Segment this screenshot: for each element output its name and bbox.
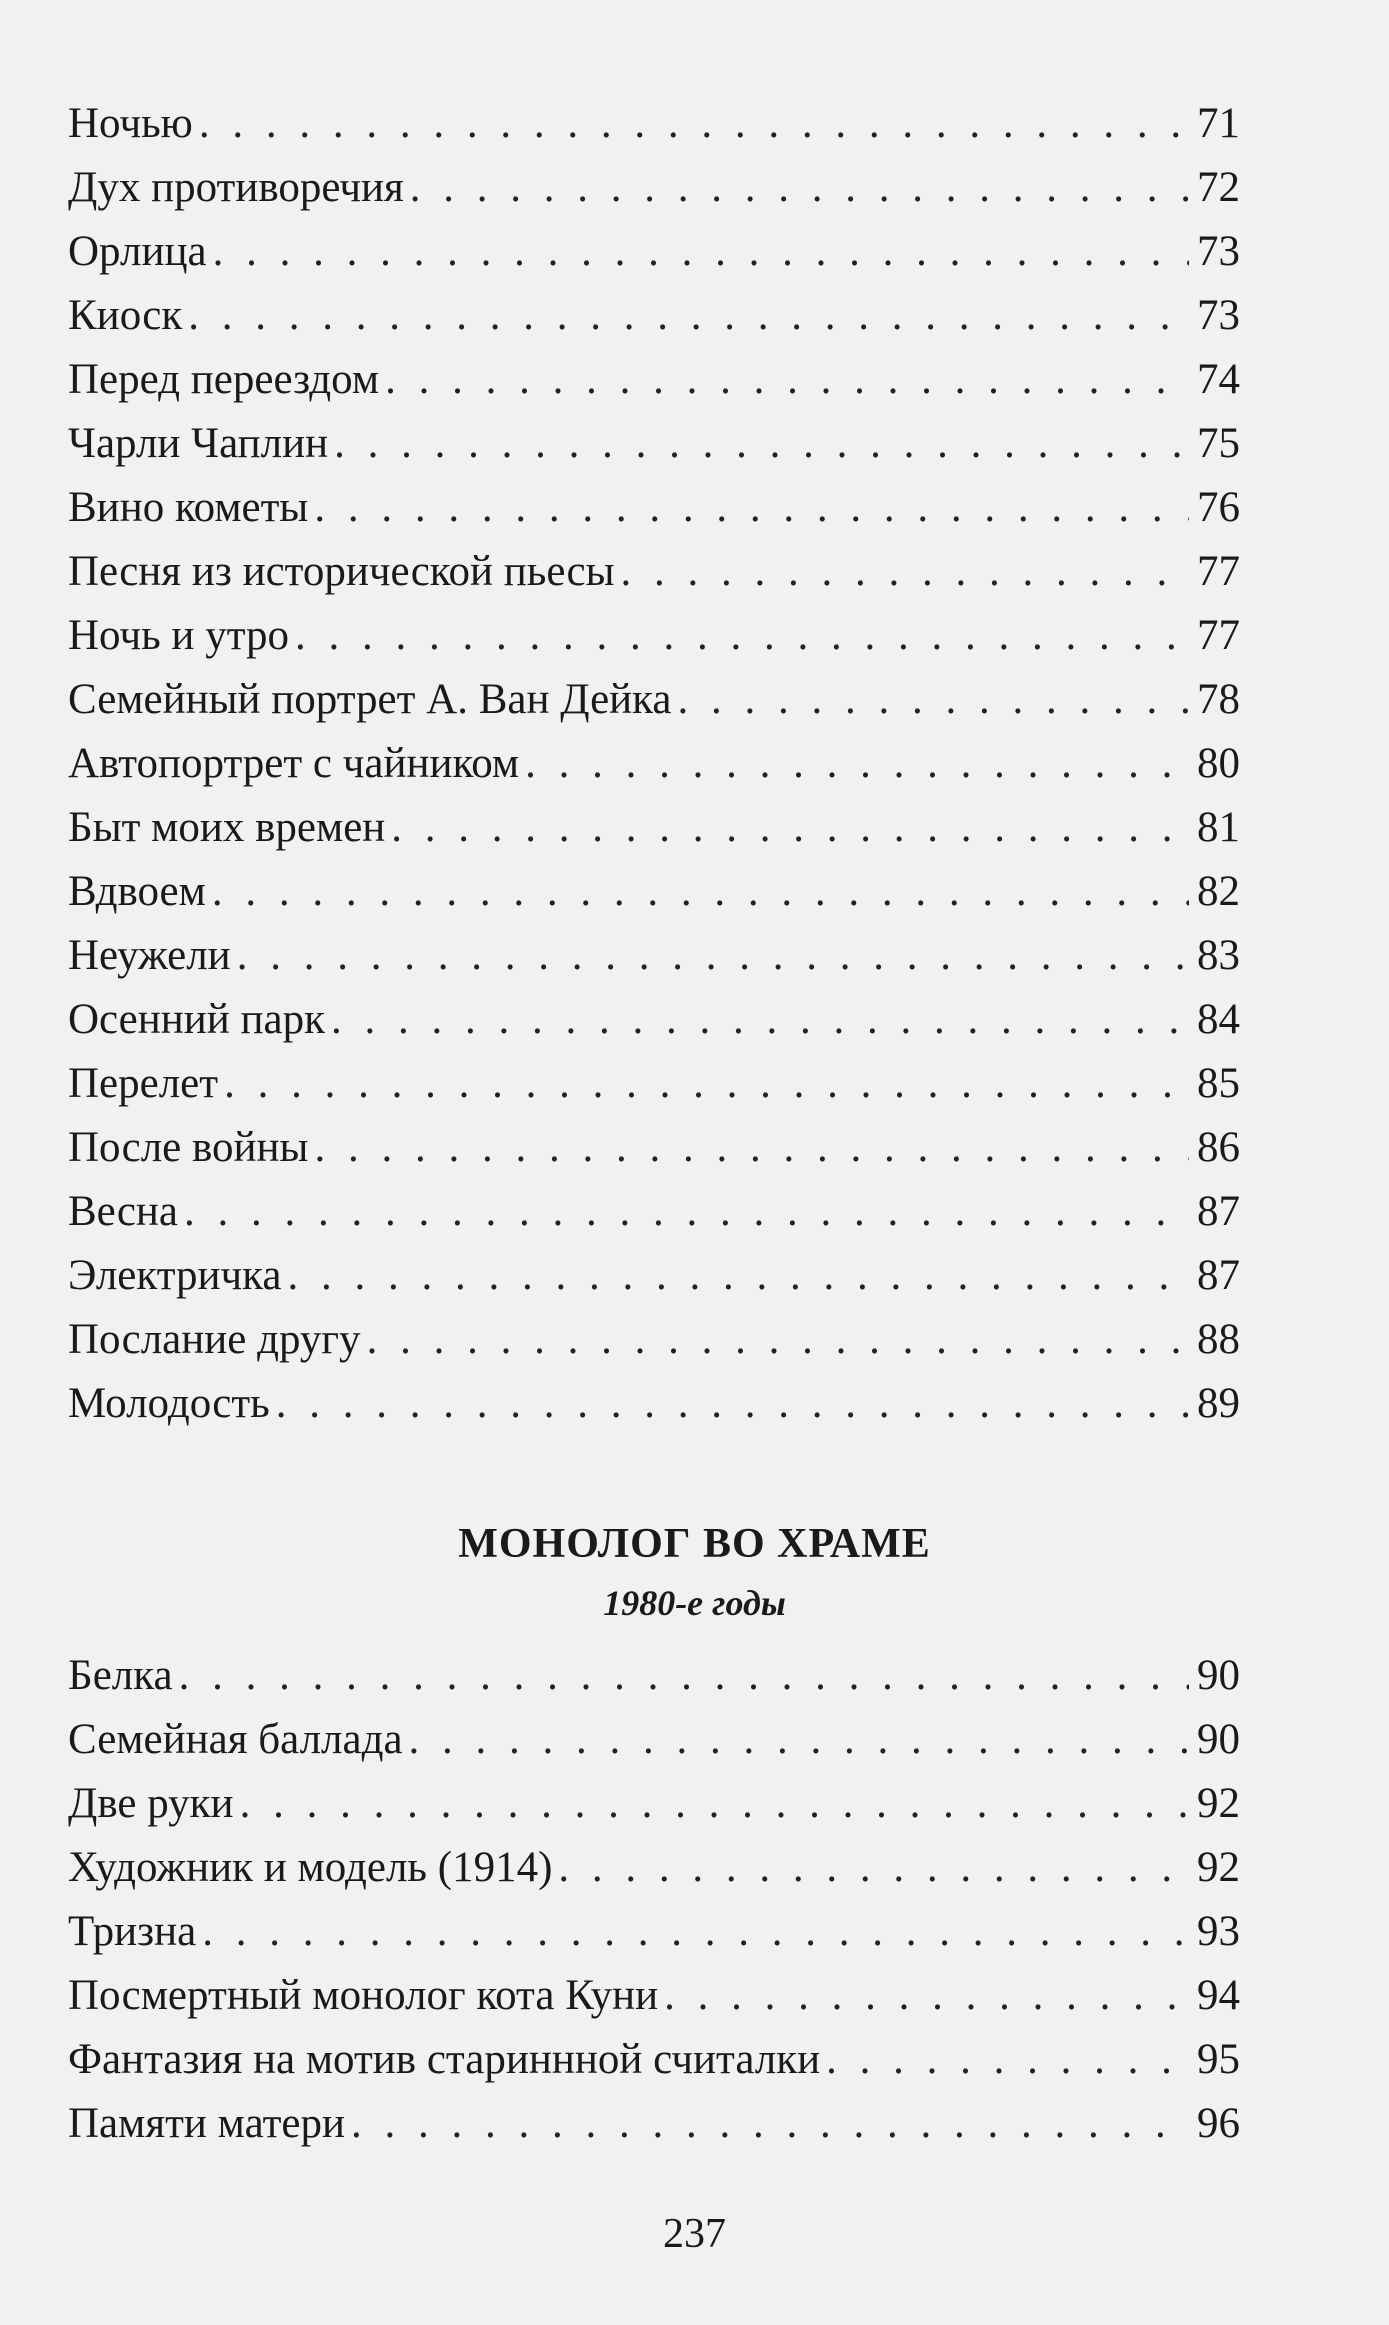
toc-dot-leader bbox=[621, 540, 1189, 604]
toc-entry-title: Художник и модель (1914) bbox=[68, 1844, 553, 1891]
toc-entry bbox=[68, 1308, 1240, 1372]
toc-entry-title: После войны bbox=[68, 1124, 309, 1171]
toc-entry-page: 76 bbox=[1197, 484, 1240, 531]
toc-entry bbox=[68, 1900, 1240, 1964]
toc-entry-page: 73 bbox=[1197, 228, 1240, 275]
toc-entry-page: 81 bbox=[1197, 804, 1240, 851]
toc-entry bbox=[68, 732, 1240, 796]
toc-entry-page: 87 bbox=[1197, 1252, 1240, 1299]
toc-dot-leader bbox=[295, 604, 1189, 668]
toc-entry bbox=[68, 1116, 1240, 1180]
toc-entry-title: Две руки bbox=[68, 1780, 234, 1827]
toc-entry bbox=[68, 604, 1240, 668]
toc-entry-page: 85 bbox=[1197, 1060, 1240, 1107]
toc-entry-title: Памяти матери bbox=[68, 2100, 345, 2147]
toc-entry-title: Посмертный монолог кота Куни bbox=[68, 1972, 659, 2019]
toc-entry-page: 84 bbox=[1197, 996, 1240, 1043]
toc-entry-title: Осенний парк bbox=[68, 996, 326, 1043]
toc-dot-leader bbox=[409, 1708, 1189, 1772]
toc-dot-leader bbox=[558, 1836, 1189, 1900]
toc-dot-leader bbox=[410, 156, 1189, 220]
toc-entry bbox=[68, 476, 1240, 540]
toc-entry-page: 89 bbox=[1197, 1380, 1240, 1427]
toc-entry bbox=[68, 2092, 1240, 2156]
toc-entry-title: Чарли Чаплин bbox=[68, 420, 329, 467]
page-number: 237 bbox=[663, 2211, 726, 2257]
toc-entry-title: Электричка bbox=[68, 1252, 282, 1299]
toc-entry-page: 93 bbox=[1197, 1908, 1240, 1955]
toc-entry-page: 94 bbox=[1197, 1972, 1240, 2019]
toc-entry bbox=[68, 1052, 1240, 1116]
toc-dot-leader bbox=[213, 220, 1189, 284]
toc-entry-page: 71 bbox=[1197, 100, 1240, 147]
toc-entry-title: Тризна bbox=[68, 1908, 197, 1955]
toc-entry bbox=[68, 540, 1240, 604]
toc-dot-leader bbox=[385, 348, 1189, 412]
toc-entry-page: 92 bbox=[1197, 1844, 1240, 1891]
toc-entry-title: Быт моих времен bbox=[68, 804, 386, 851]
toc-entry-title: Перед переездом bbox=[68, 356, 380, 403]
toc-entry bbox=[68, 1372, 1240, 1436]
toc-entry bbox=[68, 1836, 1240, 1900]
toc-dot-leader bbox=[664, 1964, 1189, 2028]
toc-entry bbox=[68, 284, 1240, 348]
toc-entry bbox=[68, 1644, 1240, 1708]
toc-entry bbox=[68, 924, 1240, 988]
toc-entry bbox=[68, 348, 1240, 412]
toc-entry-title: Молодость bbox=[68, 1380, 270, 1427]
toc-dot-leader bbox=[351, 2092, 1189, 2156]
toc-entry bbox=[68, 92, 1240, 156]
toc-dot-leader bbox=[179, 1644, 1189, 1708]
toc-entry-title: Семейная баллада bbox=[68, 1716, 403, 1763]
toc-entry bbox=[68, 1244, 1240, 1308]
toc-entry-title: Ночь и утро bbox=[68, 612, 290, 659]
toc-entry-page: 95 bbox=[1197, 2036, 1240, 2083]
toc-entry bbox=[68, 412, 1240, 476]
toc-dot-leader bbox=[184, 1180, 1189, 1244]
toc-entry-title: Семейный портрет А. Ван Дейка bbox=[68, 676, 672, 723]
toc-entry-title: Орлица bbox=[68, 228, 207, 275]
toc-entry-title: Песня из исторической пьесы bbox=[68, 548, 615, 595]
toc-dot-leader bbox=[334, 412, 1189, 476]
toc-entry-title: Белка bbox=[68, 1652, 173, 1699]
toc-entry-page: 73 bbox=[1197, 292, 1240, 339]
toc-entry-title: Вдвоем bbox=[68, 868, 206, 915]
toc-entry-title: Фантазия на мотив стариннной считалки bbox=[68, 2036, 821, 2083]
toc-entry-page: 75 bbox=[1197, 420, 1240, 467]
toc-entry-page: 83 bbox=[1197, 932, 1240, 979]
toc-entry-page: 72 bbox=[1197, 164, 1240, 211]
toc-list-part1 bbox=[68, 92, 1240, 1436]
toc-entry-page: 90 bbox=[1197, 1652, 1240, 1699]
toc-entry bbox=[68, 1964, 1240, 2028]
toc-dot-leader bbox=[224, 1052, 1189, 1116]
toc-dot-leader bbox=[199, 92, 1189, 156]
toc-dot-leader bbox=[240, 1772, 1189, 1836]
toc-dot-leader bbox=[367, 1308, 1189, 1372]
toc-dot-leader bbox=[287, 1244, 1189, 1308]
toc-entry-title: Перелет bbox=[68, 1060, 219, 1107]
toc-dot-leader bbox=[678, 668, 1189, 732]
toc-entry bbox=[68, 1772, 1240, 1836]
toc-entry-page: 77 bbox=[1197, 612, 1240, 659]
toc-entry-page: 82 bbox=[1197, 868, 1240, 915]
toc-entry-page: 86 bbox=[1197, 1124, 1240, 1171]
toc-entry bbox=[68, 988, 1240, 1052]
toc-dot-leader bbox=[314, 476, 1189, 540]
toc-dot-leader bbox=[202, 1900, 1189, 1964]
toc-entry-title: Весна bbox=[68, 1188, 179, 1235]
toc-entry-title: Послание другу bbox=[68, 1316, 361, 1363]
section-title: МОНОЛОГ ВО ХРАМЕ bbox=[458, 1521, 931, 1567]
toc-dot-leader bbox=[188, 284, 1189, 348]
toc-entry-page: 78 bbox=[1197, 676, 1240, 723]
toc-entry-page: 77 bbox=[1197, 548, 1240, 595]
toc-entry-page: 96 bbox=[1197, 2100, 1240, 2147]
toc-dot-leader bbox=[237, 924, 1189, 988]
toc-entry-page: 74 bbox=[1197, 356, 1240, 403]
toc-entry bbox=[68, 220, 1240, 284]
toc-entry-title: Ночью bbox=[68, 100, 193, 147]
toc-dot-leader bbox=[525, 732, 1189, 796]
toc-dot-leader bbox=[391, 796, 1189, 860]
section-subtitle: 1980-е годы bbox=[603, 1583, 786, 1623]
toc-entry bbox=[68, 1180, 1240, 1244]
toc-dot-leader bbox=[276, 1372, 1189, 1436]
toc-dot-leader bbox=[331, 988, 1189, 1052]
toc-entry-title: Дух противоречия bbox=[68, 164, 404, 211]
toc-dot-leader bbox=[314, 1116, 1189, 1180]
toc-entry-title: Автопортрет с чайником bbox=[68, 740, 520, 787]
toc-entry-page: 88 bbox=[1197, 1316, 1240, 1363]
toc-entry bbox=[68, 668, 1240, 732]
toc-entry bbox=[68, 1708, 1240, 1772]
toc-entry-page: 90 bbox=[1197, 1716, 1240, 1763]
toc-entry-title: Неужели bbox=[68, 932, 231, 979]
toc-entry bbox=[68, 860, 1240, 924]
toc-entry-title: Киоск bbox=[68, 292, 183, 339]
toc-dot-leader bbox=[826, 2028, 1189, 2092]
toc-list-part2 bbox=[68, 1644, 1240, 2156]
toc-entry bbox=[68, 796, 1240, 860]
toc-entry bbox=[68, 156, 1240, 220]
toc-dot-leader bbox=[212, 860, 1189, 924]
toc-entry-title: Вино кометы bbox=[68, 484, 309, 531]
toc-entry-page: 80 bbox=[1197, 740, 1240, 787]
toc-entry bbox=[68, 2028, 1240, 2092]
toc-entry-page: 92 bbox=[1197, 1780, 1240, 1827]
toc-entry-page: 87 bbox=[1197, 1188, 1240, 1235]
